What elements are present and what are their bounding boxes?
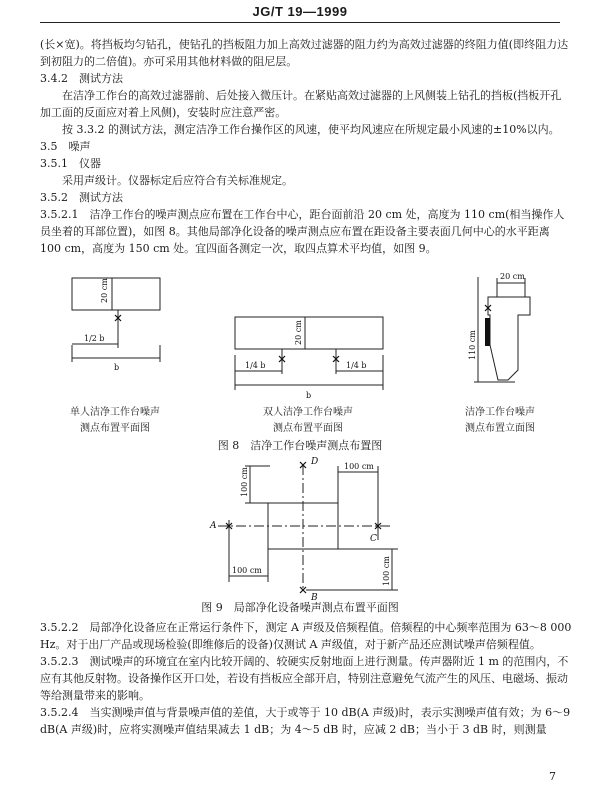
dim-100cm-bottom-left: 100 cm bbox=[232, 566, 262, 575]
paragraph-air-speed: 按 3.3.2 的测试方法，测定洁净工作台操作区的风速，使平均风速应在所规定最小风速的±10%以内。 bbox=[62, 123, 560, 136]
paragraph-3-5-2-3: 3.5.2.3 测试噪声的环境宜在室内比较开阔的、较硬实反射地面上进行测量。传声器附近 1 m 的范围内，不应有其他反射物。设备操作区开口处，若设有挡板应全部开启，特别注意避免气流产生的风压、电磁场、振动等给测量带来的影响。 bbox=[40, 655, 569, 702]
page-header: JG/T 19—1999 bbox=[252, 4, 348, 19]
paragraph-3-5-2-2: 3.5.2.2 局部净化设备应在正常运行条件下，测定 A 声级及倍频程值。倍频程的中心频率范围为 63～8 000 Hz。对于出厂产品或现场检验(即维修后的设备)仅测试 A 声级值，对于新产品还应测试噪声倍频程值。 bbox=[40, 621, 572, 651]
fig8-left-label-line1: 单人洁净工作台噪声 bbox=[70, 407, 160, 418]
dim-100cm-top-left: 100 cm bbox=[240, 467, 249, 497]
figure-9-caption: 图 9 局部净化设备噪声测点布置平面图 bbox=[201, 601, 399, 614]
dim-100cm-bottom-right: 100 cm bbox=[382, 556, 391, 586]
dim-single-b: b bbox=[114, 363, 120, 372]
label-D: D bbox=[311, 457, 319, 467]
fig8-right-label-line2: 测点布置立面图 bbox=[465, 423, 535, 434]
paragraph-instrument: 采用声级计。仪器标定后应符合有关标准规定。 bbox=[62, 174, 293, 187]
fig8-right-label-line1: 洁净工作台噪声 bbox=[465, 407, 535, 418]
dim-double-b: b bbox=[306, 391, 312, 400]
label-A: A bbox=[210, 521, 217, 531]
paragraph-test-method: 在洁净工作台的高效过滤器前、后处接入微压计。在紧贴高效过滤器的上风侧装上钻孔的挡板(挡板开孔加工面的反面应对着上风侧)，安装时应注意严密。 bbox=[40, 89, 562, 119]
label-C: C bbox=[370, 534, 377, 544]
section-3-5-1: 3.5.1 仪器 bbox=[40, 157, 101, 170]
dim-elevation-20cm: 20 cm bbox=[500, 272, 525, 281]
fig8-left-label-line2: 测点布置平面图 bbox=[80, 423, 150, 434]
figure-8-caption: 图 8 洁净工作台噪声测点布置图 bbox=[217, 439, 383, 452]
section-3-4-2: 3.4.2 测试方法 bbox=[40, 72, 123, 85]
fig8-mid-label-line1: 双人洁净工作台噪声 bbox=[263, 407, 353, 418]
paragraph-3-5-2-4: 3.5.2.4 当实测噪声值与背景噪声值的差值，大于或等于 10 dB(A 声级)时，表示实测噪声值有效；为 6～9 dB(A 声级)时，应将实测噪声值结果减去 1 dB；为 4～5 dB 时，应减 2 dB；当小于 3 dB 时，则测量 bbox=[40, 706, 571, 736]
paragraph-3-5-2-1: 3.5.2.1 洁净工作台的噪声测点应布置在工作台中心，距台面前沿 20 cm 处，高度为 110 cm(相当操作人员坐着的耳部位置)，如图 8。其他局部净化设备的噪声测点应布置在距设备主要表面几何中心的水平距离 100 cm，高度为 150 cm 处。宜四面各测定一次，取四点算术平均值，如图 9。 bbox=[40, 208, 565, 255]
dim-quarter-b-left: 1/4 b bbox=[245, 361, 266, 370]
dim-single-20cm: 20 cm bbox=[100, 278, 109, 303]
label-B: B bbox=[311, 593, 318, 603]
dim-half-b: 1/2 b bbox=[84, 334, 105, 343]
section-3-5-2: 3.5.2 测试方法 bbox=[40, 191, 123, 204]
section-3-5: 3.5 噪声 bbox=[40, 140, 91, 153]
fig8-mid-label-line2: 测点布置平面图 bbox=[273, 423, 343, 434]
dim-double-20cm: 20 cm bbox=[294, 320, 303, 345]
bottom-text-block bbox=[40, 619, 572, 738]
dim-100cm-top-right: 100 cm bbox=[344, 462, 374, 471]
paragraph-baffle: (长×宽)。将挡板均匀钻孔，使钻孔的挡板阻力加上高效过滤器的阻力约为高效过滤器的终阻力值(即终阻力达到初阻力的二倍值)。亦可采用其他材料做的阻尼层。 bbox=[40, 38, 569, 68]
dim-quarter-b-right: 1/4 b bbox=[346, 361, 367, 370]
dim-elevation-110cm: 110 cm bbox=[468, 330, 477, 360]
page-number: 7 bbox=[549, 770, 556, 783]
